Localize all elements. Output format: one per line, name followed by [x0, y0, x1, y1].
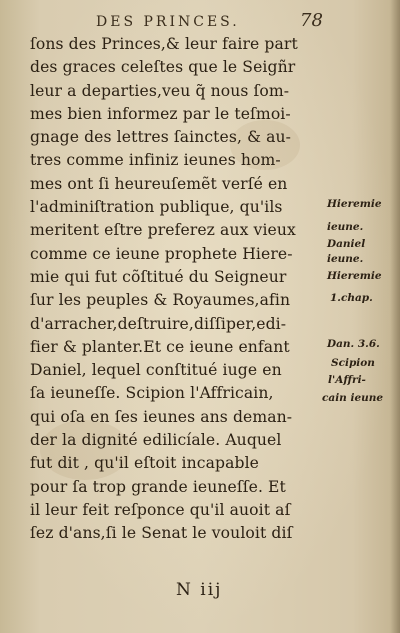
body-text — [30, 33, 330, 546]
text-line: ſons des Princes,& leur faire part — [30, 35, 298, 53]
text-line: ſa ieuneſſe. Scipion l'Affricain, — [30, 384, 274, 403]
text-line: gnage des lettres ſainctes, & au- — [30, 128, 292, 147]
page-edge-shadow — [390, 0, 400, 633]
margin-note: Hieremie — [327, 198, 382, 210]
text-line: d'arracher,deſtruire,diſſiper,edi- — [30, 314, 287, 333]
margin-note: cain ieune — [322, 392, 384, 404]
text-line: fier & planter.Et ce ieune enfant — [30, 337, 290, 356]
text-line: il leur feit reſponce qu'il auoit aſ — [30, 500, 291, 519]
page-number: 78 — [300, 10, 323, 31]
margin-note: Hieremie — [327, 270, 382, 282]
margin-note: ieune. — [327, 253, 364, 265]
text-line: ſez d'ans,ſi le Senat le vouloit diſ — [30, 524, 293, 543]
text-line: qui oſa en ſes ieunes ans deman- — [30, 407, 293, 426]
margin-note: ieune. — [327, 221, 364, 233]
text-line: comme ce ieune prophete Hiere- — [30, 244, 293, 263]
text-line: leur a departies,veu q̃ nous ſom- — [30, 81, 290, 100]
running-head: DES PRINCES. — [96, 14, 240, 30]
margin-note: l'Affri- — [328, 374, 366, 386]
margin-note: Daniel — [327, 238, 366, 250]
text-line: des graces celeſtes que le Seigñr — [30, 58, 296, 77]
text-line: meritent eſtre preferez aux vieux — [30, 221, 296, 240]
signature-mark: N iij — [176, 580, 223, 600]
text-line: Daniel, lequel conſtitué iuge en — [30, 361, 282, 380]
text-line: l'adminiſtration publique, qu'ils — [30, 198, 283, 217]
text-line: mes ont ſi heureuſemẽt verſé en — [30, 174, 288, 193]
margin-note: Scipion — [331, 357, 375, 369]
text-line: der la dignité edilicíale. Auquel — [30, 431, 282, 450]
margin-note: Dan. 3.6. — [327, 338, 380, 350]
margin-note: 1.chap. — [330, 292, 373, 304]
text-line: tres comme infiniz ieunes hom- — [30, 151, 281, 170]
text-line: mie qui fut cõſtitué du Seigneur — [30, 267, 287, 286]
text-line: pour ſa trop grande ieuneſſe. Et — [30, 477, 286, 496]
text-line: mes bien informez par le teſmoi- — [30, 104, 291, 123]
text-line: ſur les peuples & Royaumes,afin — [30, 291, 291, 310]
text-line: fut dit , qu'il eſtoit incapable — [30, 454, 259, 473]
